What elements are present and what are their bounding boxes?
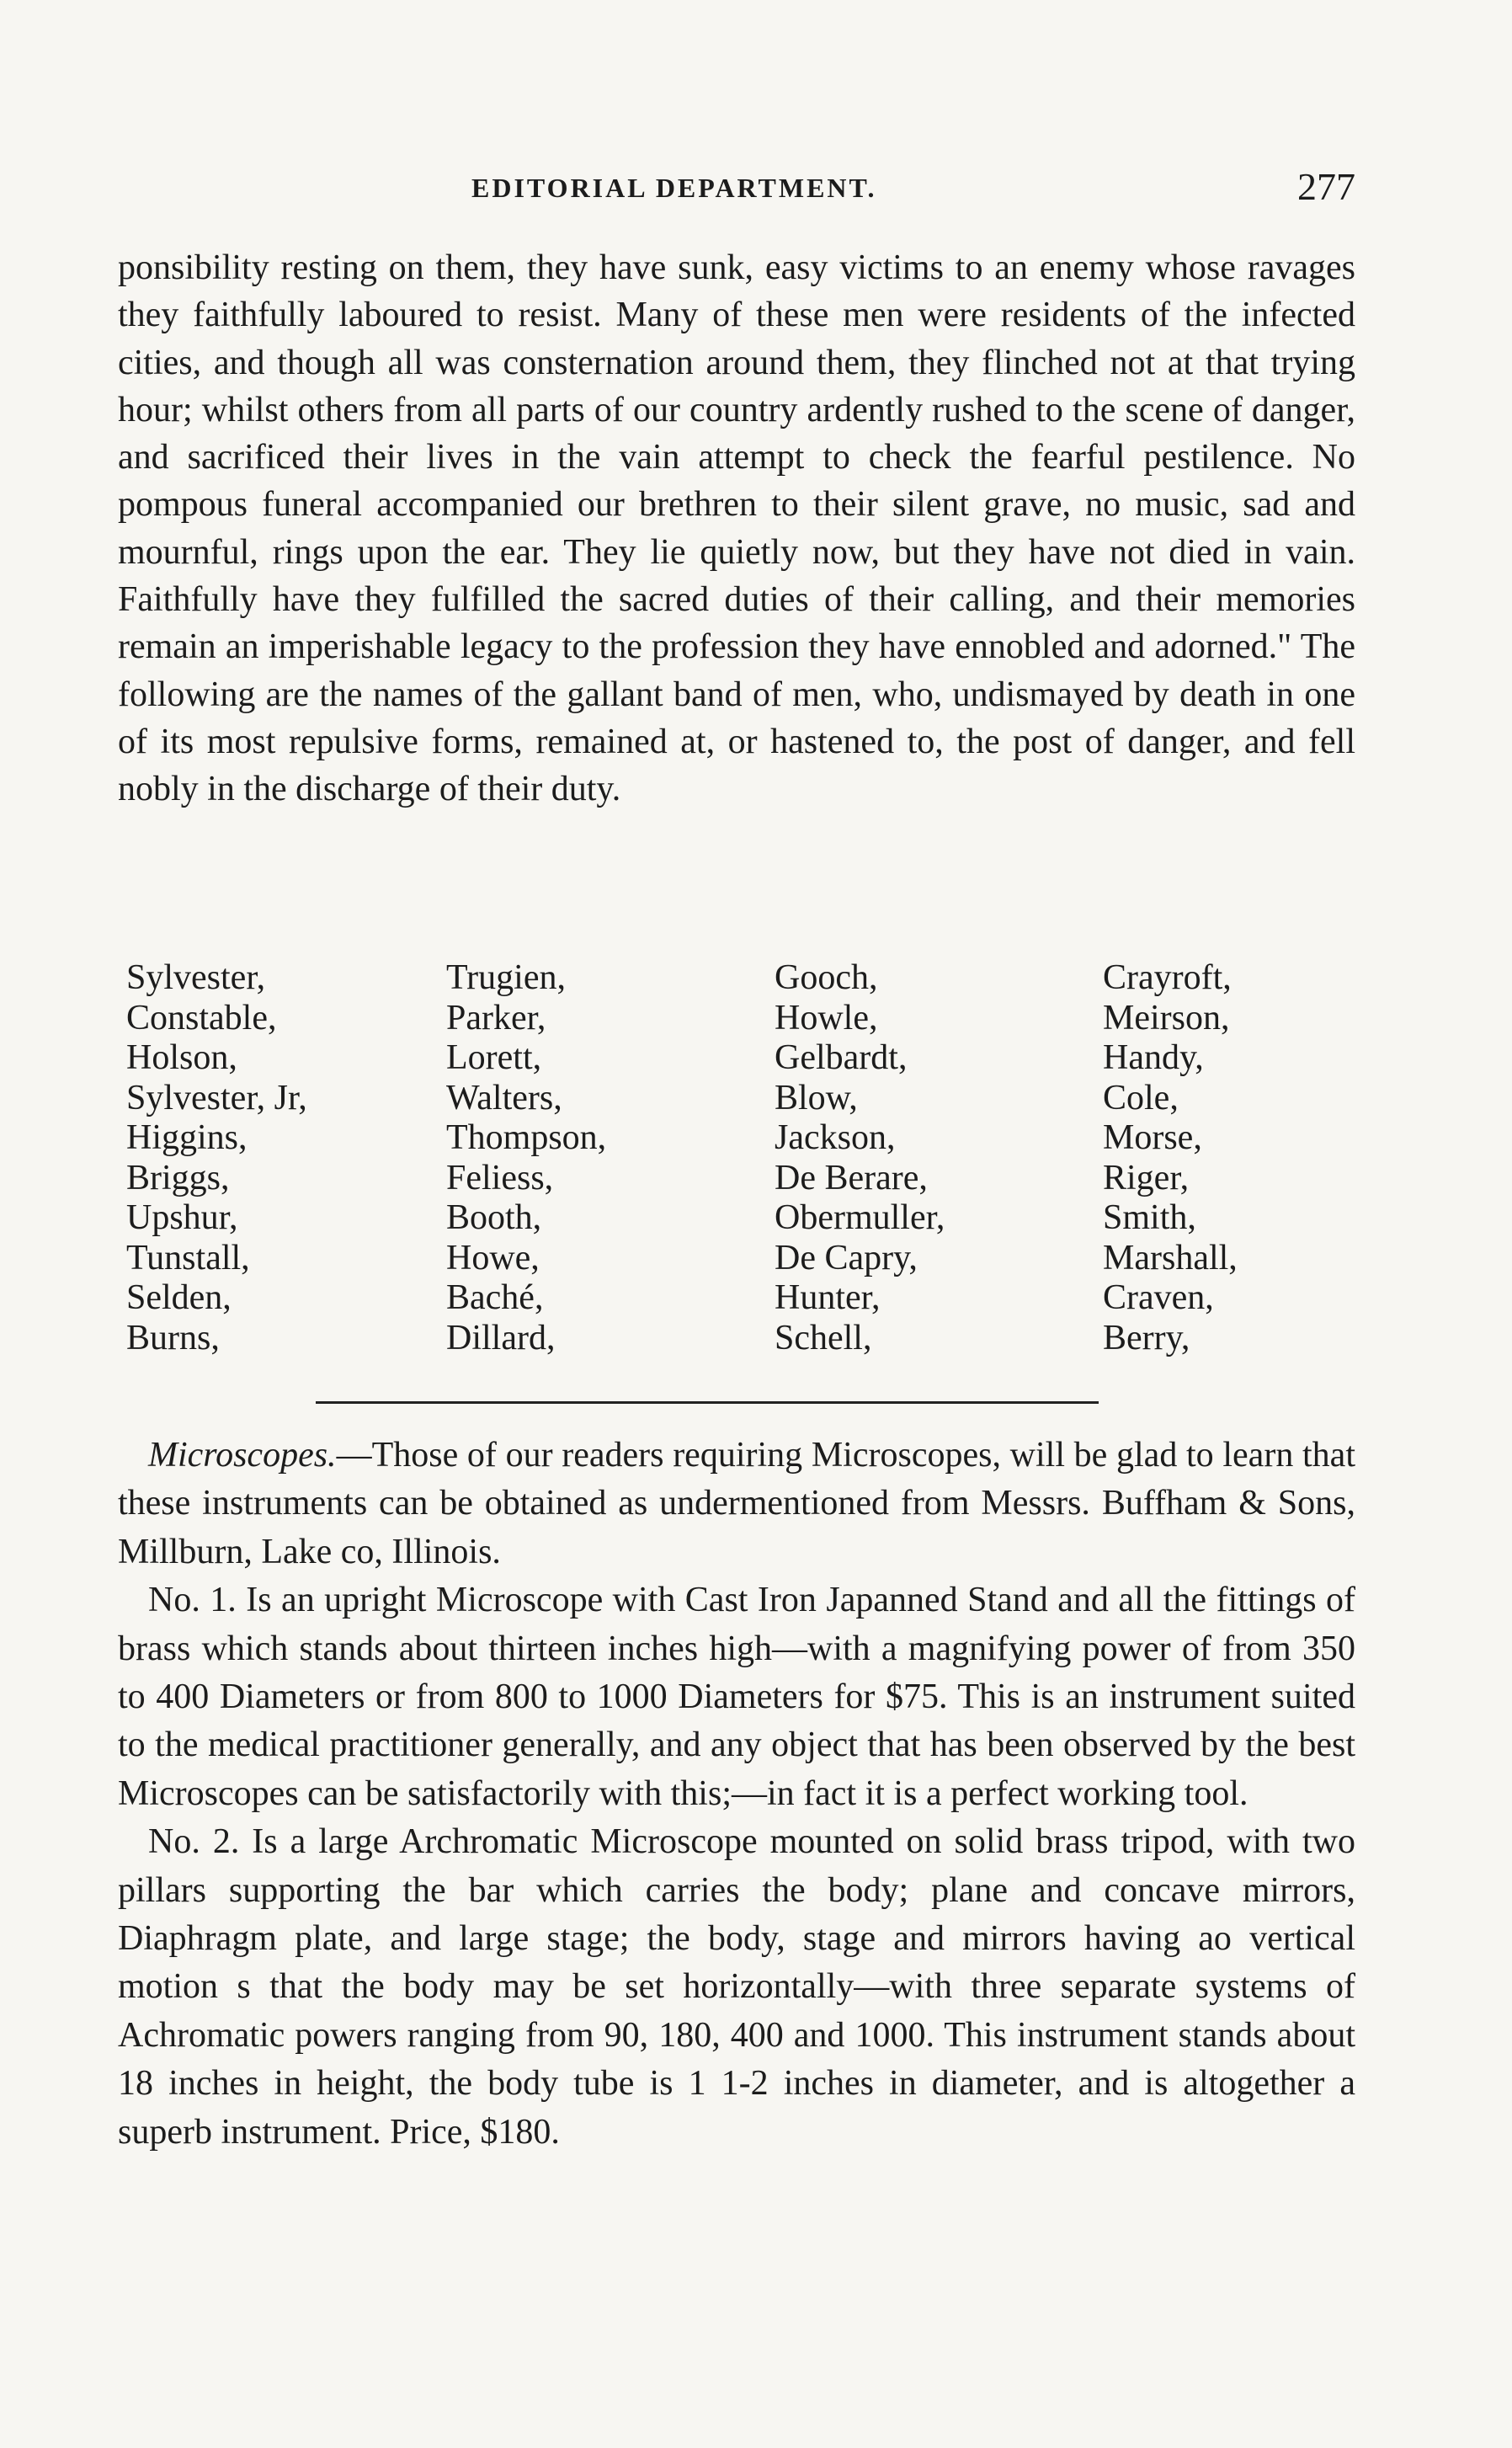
name-entry: Parker, bbox=[446, 998, 546, 1037]
section-heading: Microscopes. bbox=[148, 1436, 337, 1475]
name-entry: Walters, bbox=[446, 1078, 562, 1117]
microscopes-section bbox=[118, 1432, 1355, 2157]
names-column-1 bbox=[126, 958, 446, 1358]
name-entry: Tunstall, bbox=[126, 1238, 250, 1277]
names-list bbox=[126, 958, 1339, 1358]
name-entry: Selden, bbox=[126, 1278, 232, 1317]
name-entry: Dillard, bbox=[446, 1318, 556, 1357]
microscope-item-2: No. 2. Is a large Archromatic Microscope mounted on solid brass tripod, with two pillars supporting the bar which carries the body; plane and concave mirrors, Diaphragm plate, and large stage; the body, stage and mirrors having ao vertical motion s that the body may be set horizontally—with three separate systems of Achromatic powers ranging from 90, 180, 400 and 1000. This instrument stands about 18 inches in height, the body tube is 1 1-2 inches in diameter, and is altogether a superb instrument. Price, $180. bbox=[118, 1822, 1355, 2152]
name-entry: Constable, bbox=[126, 998, 277, 1037]
name-entry: Holson, bbox=[126, 1038, 237, 1077]
paragraph-continuation: ponsibility resting on them, they have sunk, easy victims to an enemy whose ravages they faithfully laboured to resist. Many of these men were residents of the infected cities, and though all was consternation around them, they flinched not at that trying hour; whilst others from all parts of our country ardently rushed to the scene of danger, and sacrificed their lives in the vain attempt to check the fearful pestilence. No pompous funeral accompanied our brethren to their silent grave, no music, sad and mournful, rings upon the ear. They lie quietly now, but they have not died in vain. Faithfully have they fulfilled the sacred duties of their calling, and their memories remain an imperishable legacy to the profession they have ennobled and adorned." The following are the names of the gallant band of men, who, undismayed by death in one of its most repulsive forms, remained at, or hastened to, the post of danger, and fell nobly in the discharge of their duty. bbox=[118, 248, 1355, 809]
names-column-3 bbox=[775, 958, 1103, 1358]
name-entry: Trugien, bbox=[446, 958, 566, 997]
microscopes-intro bbox=[118, 1432, 1355, 1576]
name-entry: Morse, bbox=[1103, 1118, 1202, 1157]
name-entry: Sylvester, bbox=[126, 958, 266, 997]
name-entry: Burns, bbox=[126, 1318, 220, 1357]
name-entry: Marshall, bbox=[1103, 1238, 1238, 1277]
name-entry: Briggs, bbox=[126, 1158, 230, 1197]
name-entry: Berry, bbox=[1103, 1318, 1190, 1357]
name-entry: Higgins, bbox=[126, 1118, 248, 1157]
names-column-4 bbox=[1103, 958, 1339, 1358]
page-header bbox=[118, 164, 1355, 215]
name-entry: Feliess, bbox=[446, 1158, 554, 1197]
name-entry: Sylvester, Jr, bbox=[126, 1078, 307, 1117]
main-text bbox=[118, 244, 1355, 813]
name-entry: Hunter, bbox=[775, 1278, 881, 1317]
name-entry: Gooch, bbox=[775, 958, 878, 997]
running-head: EDITORIAL DEPARTMENT. bbox=[471, 173, 877, 203]
name-entry: Schell, bbox=[775, 1318, 872, 1357]
name-entry: Obermuller, bbox=[775, 1198, 945, 1237]
name-entry: Thompson, bbox=[446, 1118, 607, 1157]
page-number: 277 bbox=[1297, 165, 1355, 208]
name-entry: De Berare, bbox=[775, 1158, 928, 1197]
name-entry: Craven, bbox=[1103, 1278, 1214, 1317]
names-column-2 bbox=[446, 958, 775, 1358]
name-entry: Cole, bbox=[1103, 1078, 1179, 1117]
section-divider bbox=[316, 1401, 1099, 1404]
name-entry: Smith, bbox=[1103, 1198, 1196, 1237]
name-entry: Handy, bbox=[1103, 1038, 1204, 1077]
name-entry: Baché, bbox=[446, 1278, 544, 1317]
name-entry: Gelbardt, bbox=[775, 1038, 908, 1077]
name-entry: Lorett, bbox=[446, 1038, 542, 1077]
name-entry: Howle, bbox=[775, 998, 878, 1037]
intro-text: —Those of our readers requiring Microscopes, will be glad to learn that these instruments can be obtained as undermentioned from Messrs. Buffham & Sons, Millburn, Lake co, Illinois. bbox=[118, 1436, 1355, 1571]
name-entry: Riger, bbox=[1103, 1158, 1190, 1197]
name-entry: Jackson, bbox=[775, 1118, 896, 1157]
name-entry: De Capry, bbox=[775, 1238, 918, 1277]
name-entry: Crayroft, bbox=[1103, 958, 1232, 997]
name-entry: Booth, bbox=[446, 1198, 542, 1237]
name-entry: Howe, bbox=[446, 1238, 540, 1277]
microscope-item-1: No. 1. Is an upright Microscope with Cast Iron Japanned Stand and all the fittings of brass which stands about thirteen inches high—with a magnifying power of from 350 to 400 Diameters or from 800 to 1000 Diameters for $75. This is an instrument suited to the medical practitioner generally, and any object that has been observed by the best Microscopes can be satisfactorily with this;—in fact it is a perfect working tool. bbox=[118, 1581, 1355, 1813]
name-entry: Meirson, bbox=[1103, 998, 1230, 1037]
name-entry: Upshur, bbox=[126, 1198, 238, 1237]
name-entry: Blow, bbox=[775, 1078, 858, 1117]
